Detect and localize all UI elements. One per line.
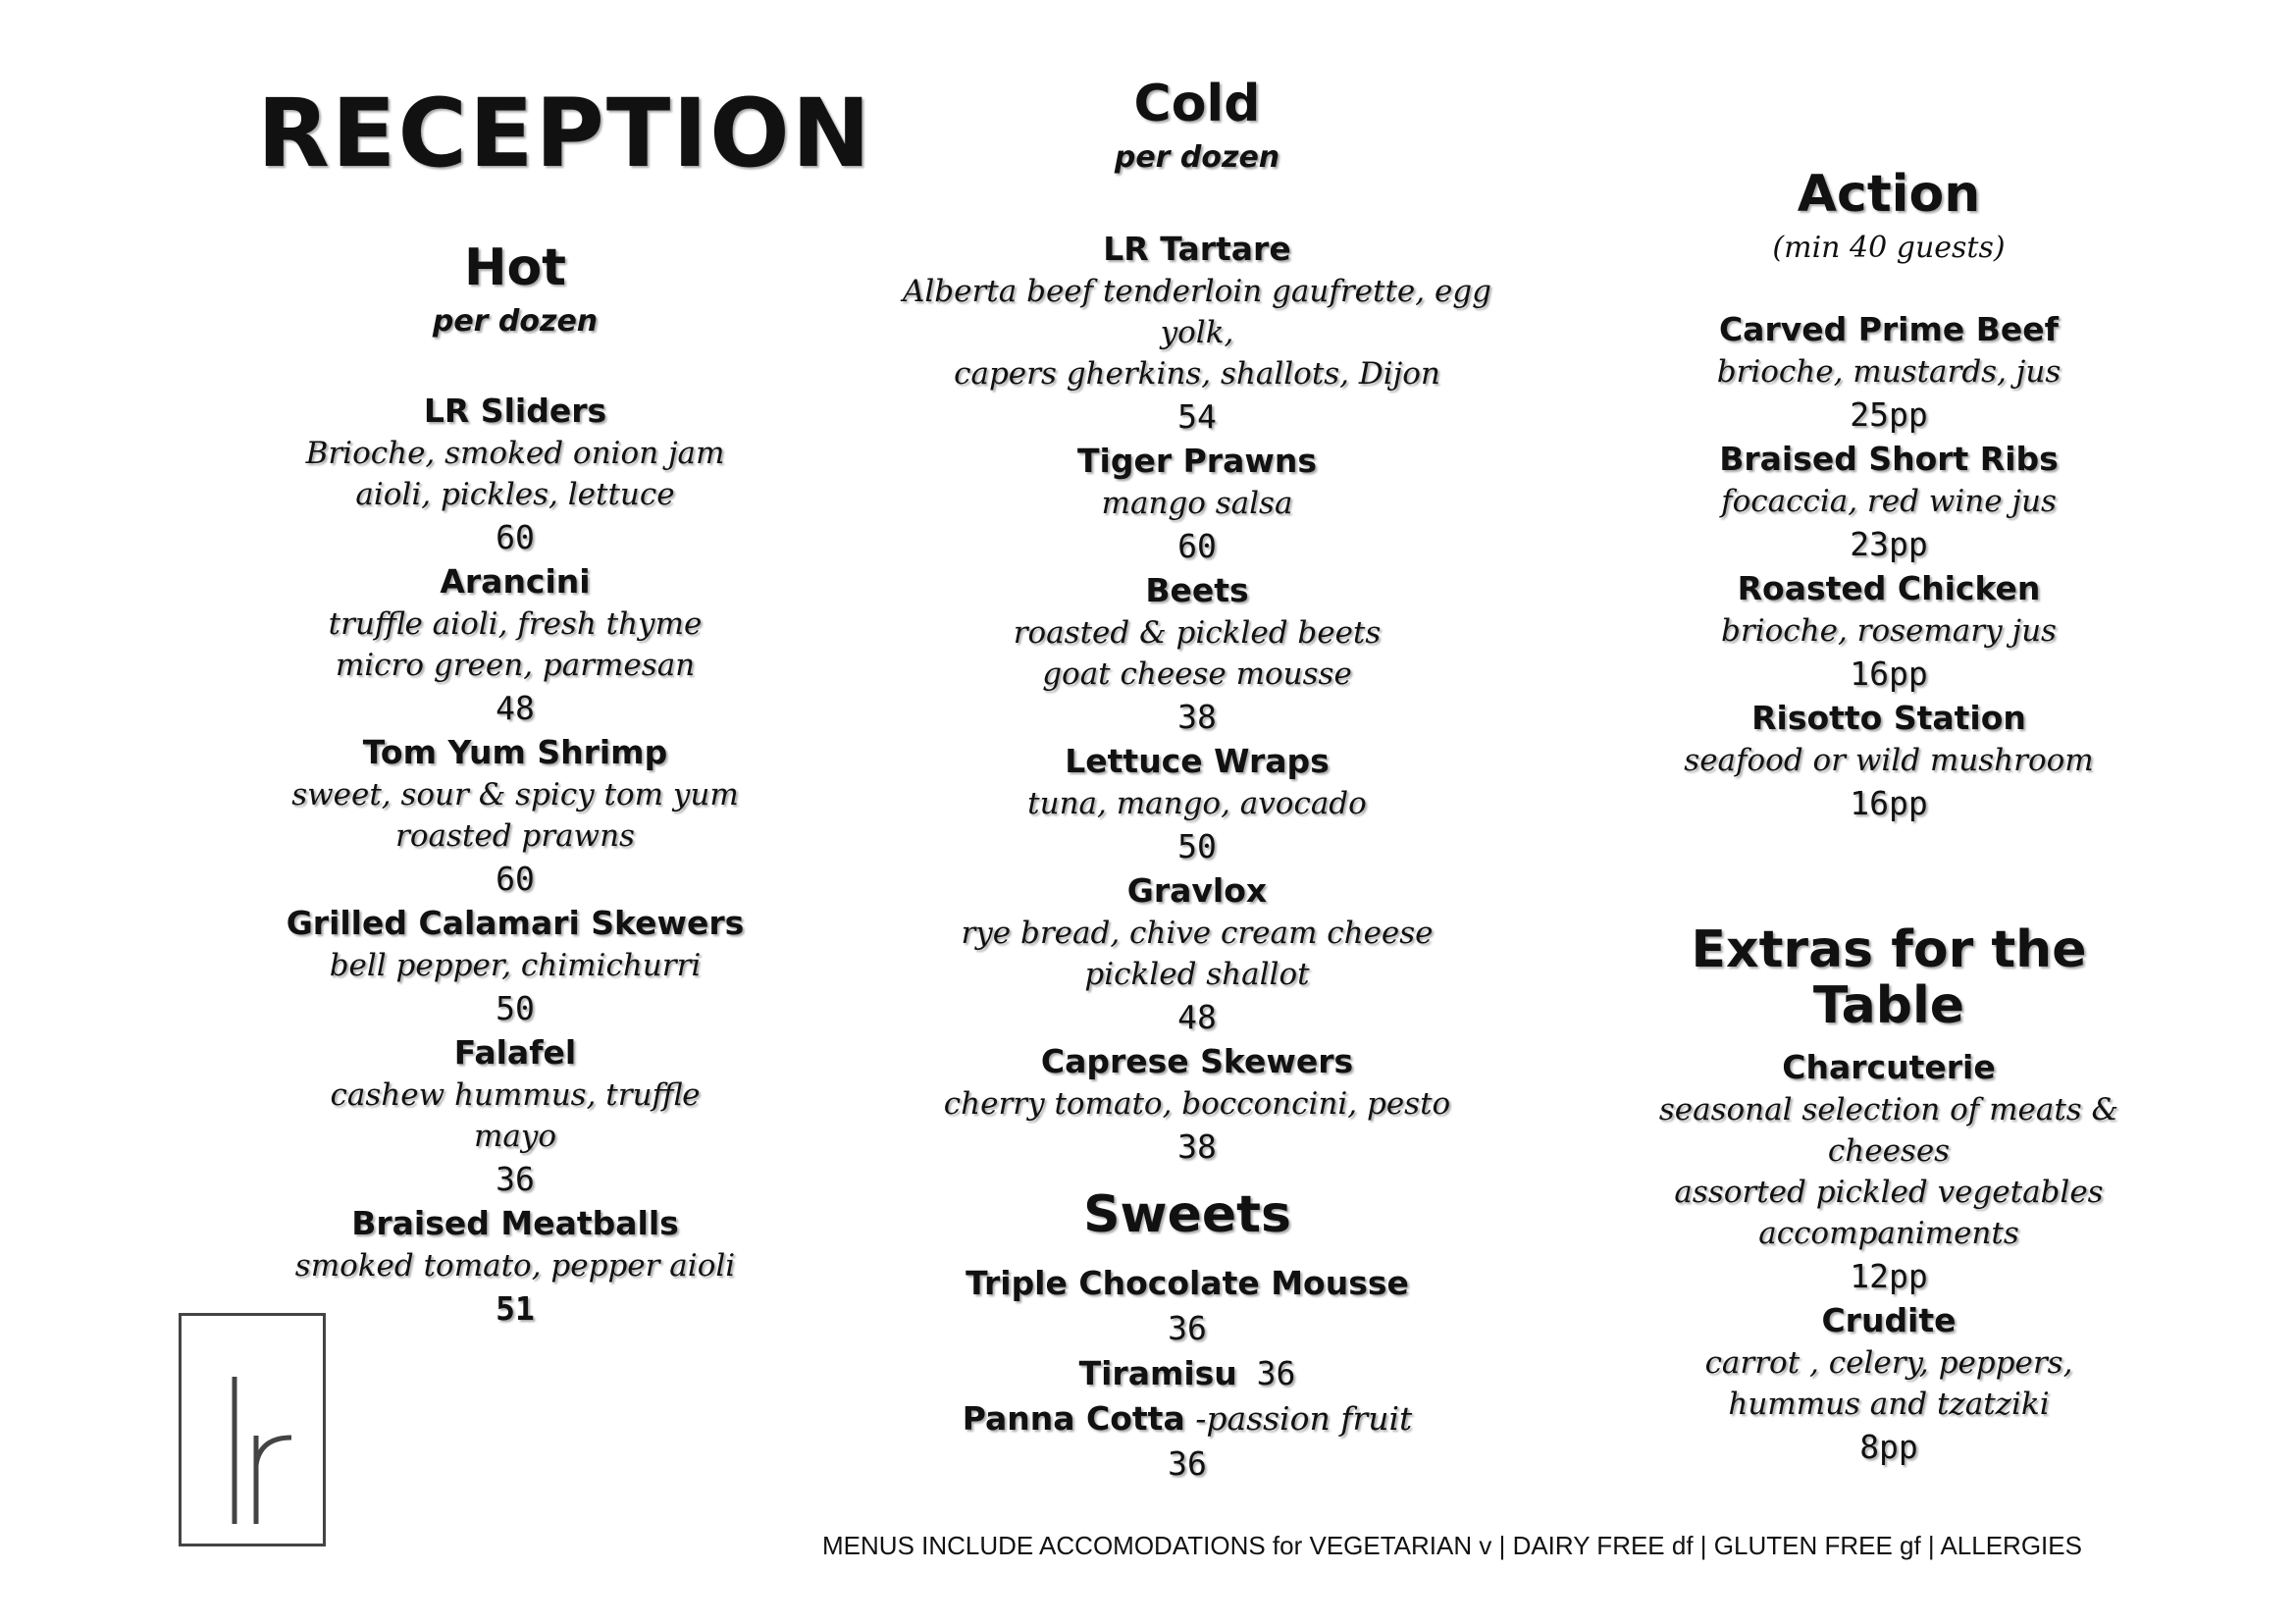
menu-item-description: tuna, mango, avocado (1027, 786, 1367, 822)
menu-item-description: brioche, mustards, jus (1716, 354, 2061, 391)
menu-item-description: seasonal selection of meats & cheeses (1658, 1092, 2119, 1170)
menu-item-price: 36 (496, 1160, 535, 1199)
menu-item-name: Braised Short Ribs (1719, 440, 2059, 479)
menu-item (873, 869, 1521, 1040)
menu-item-description: pickled shallot (1084, 957, 1310, 993)
menu-item-name: LR Sliders (423, 392, 607, 431)
sweet-item-name: Panna Cotta (962, 1399, 1185, 1439)
menu-item-description: brioche, rosemary jus (1721, 613, 2057, 650)
menu-item-name: Braised Meatballs (351, 1204, 679, 1243)
menu-item-description: Alberta beef tenderloin gaufrette, egg yolk, (903, 274, 1491, 351)
menu-item-name: Grilled Calamari Skewers (286, 904, 745, 943)
menu-item (1609, 1046, 2168, 1299)
menu-item-price: 48 (1177, 998, 1217, 1037)
sweets-items (942, 1261, 1433, 1487)
menu-item (285, 1031, 746, 1202)
menu-item (285, 731, 746, 902)
menu-item-price: 54 (1177, 397, 1217, 437)
sweet-item-description: -passion fruit (1184, 1399, 1413, 1439)
menu-item-description: Brioche, smoked onion jam (305, 436, 725, 472)
menu-item-description: roasted prawns (395, 818, 635, 855)
page-title: RECEPTION (257, 79, 873, 188)
menu-item-description: hummus and tzatziki (1728, 1387, 2050, 1423)
extras-items (1609, 1046, 2168, 1470)
menu-item-price: 60 (1177, 527, 1217, 566)
action-items (1619, 308, 2159, 826)
menu-item-price: 23pp (1850, 525, 1928, 564)
sweets-heading: Sweets (1083, 1185, 1291, 1244)
menu-item-description: seafood or wild mushroom (1684, 743, 2094, 779)
menu-item (1619, 567, 2159, 697)
menu-item-description: carrot , celery, peppers, (1704, 1345, 2073, 1382)
menu-item-name: Gravlox (1126, 871, 1268, 911)
menu-item-description: accompaniments (1758, 1216, 2019, 1252)
lr-monogram-icon (227, 1377, 295, 1524)
menu-item-description: bell pepper, chimichurri (329, 948, 702, 984)
menu-item-description: goat cheese mousse (1042, 656, 1352, 693)
menu-item-name: Caprese Skewers (1040, 1042, 1354, 1081)
menu-item-description: capers gherkins, shallots, Dijon (954, 356, 1440, 393)
menu-item (285, 902, 746, 1031)
cold-heading: Cold (1133, 75, 1261, 133)
menu-item (873, 740, 1521, 869)
menu-item-price: 38 (1177, 698, 1217, 737)
menu-item-price: 8pp (1859, 1428, 1918, 1467)
menu-item-description: cashew hummus, truffle mayo (330, 1077, 701, 1155)
menu-item-description: aioli, pickles, lettuce (355, 477, 675, 513)
sweet-item (942, 1396, 1433, 1487)
menu-item-description: smoked tomato, pepper aioli (294, 1248, 736, 1284)
menu-item-description: assorted pickled vegetables (1674, 1175, 2104, 1211)
hot-items (285, 390, 746, 1332)
extras-section (1609, 922, 2168, 1470)
sweet-item-price: 36 (1168, 1309, 1207, 1348)
menu-item-price: 48 (496, 689, 535, 728)
menu-item-price: 16pp (1850, 784, 1928, 823)
menu-item-price: 38 (1177, 1127, 1217, 1167)
menu-item-description: cherry tomato, bocconcini, pesto (943, 1086, 1451, 1123)
menu-item-price: 50 (496, 989, 535, 1028)
sweet-item (942, 1351, 1433, 1396)
menu-item-description: mango salsa (1101, 486, 1293, 522)
cold-items (873, 228, 1521, 1170)
menu-item-description: rye bread, chive cream cheese (961, 916, 1434, 952)
cold-subheading: per dozen (1114, 140, 1280, 176)
menu-item-description: micro green, parmesan (335, 648, 696, 684)
menu-item (285, 1202, 746, 1332)
sweet-item-price: 36 (1236, 1354, 1296, 1393)
menu-item-price: 50 (1177, 827, 1217, 866)
menu-item (873, 569, 1521, 740)
sweet-item-name: Tiramisu (1078, 1354, 1237, 1393)
dietary-footer (0, 1531, 2296, 1561)
menu-item-name: Falafel (453, 1033, 577, 1073)
menu-item-name: Arancini (440, 562, 591, 602)
hot-section (285, 240, 746, 1332)
menu-item-name: Tom Yum Shrimp (362, 733, 668, 772)
menu-item-price: 12pp (1850, 1257, 1928, 1296)
menu-item-name: Roasted Chicken (1737, 569, 2041, 608)
menu-item (873, 228, 1521, 440)
cold-section (873, 77, 1521, 1170)
menu-item-name: Crudite (1821, 1301, 1957, 1340)
menu-item (1609, 1299, 2168, 1470)
sweet-item (942, 1261, 1433, 1351)
sweet-item-price: 36 (1168, 1444, 1207, 1484)
menu-item-name: Beets (1145, 571, 1249, 610)
action-subheading: (min 40 guests) (1772, 231, 2006, 266)
menu-item (873, 440, 1521, 569)
menu-item (1619, 697, 2159, 826)
menu-item-price: 60 (496, 860, 535, 899)
menu-item-price: 60 (496, 518, 535, 557)
menu-item-name: Risotto Station (1751, 699, 2026, 738)
menu-item-price: 51 (496, 1289, 535, 1329)
hot-subheading: per dozen (432, 304, 599, 340)
menu-item-description: sweet, sour & spicy tom yum (291, 777, 739, 813)
lr-logo (179, 1313, 326, 1546)
menu-item-price: 16pp (1850, 655, 1928, 694)
menu-item (873, 1040, 1521, 1170)
menu-item-price: 25pp (1850, 395, 1928, 435)
menu-item-name: Tiger Prawns (1077, 442, 1317, 481)
action-section (1619, 167, 2159, 826)
menu-item (285, 560, 746, 731)
menu-item-name: Carved Prime Beef (1718, 310, 2060, 349)
sweet-item-name: Triple Chocolate Mousse (965, 1264, 1409, 1303)
extras-heading: Extras for the Table (1691, 920, 2087, 1036)
hot-heading: Hot (463, 238, 567, 297)
menu-item (285, 390, 746, 560)
menu-item-name: LR Tartare (1103, 230, 1291, 269)
menu-item-description: focaccia, red wine jus (1721, 484, 2057, 520)
sweets-section (942, 1187, 1433, 1487)
menu-item-name: Charcuterie (1782, 1048, 1996, 1087)
menu-item-description: roasted & pickled beets (1013, 615, 1382, 652)
menu-item-name: Lettuce Wraps (1065, 742, 1330, 781)
menu-item (1619, 438, 2159, 567)
action-heading: Action (1797, 165, 1981, 224)
menu-item-description: truffle aioli, fresh thyme (328, 606, 703, 643)
menu-item (1619, 308, 2159, 438)
dietary-note: MENUS INCLUDE ACCOMODATIONS for VEGETARIAN v | DAIRY FREE df | GLUTEN FREE gf | ALLERGIES (822, 1531, 2082, 1560)
